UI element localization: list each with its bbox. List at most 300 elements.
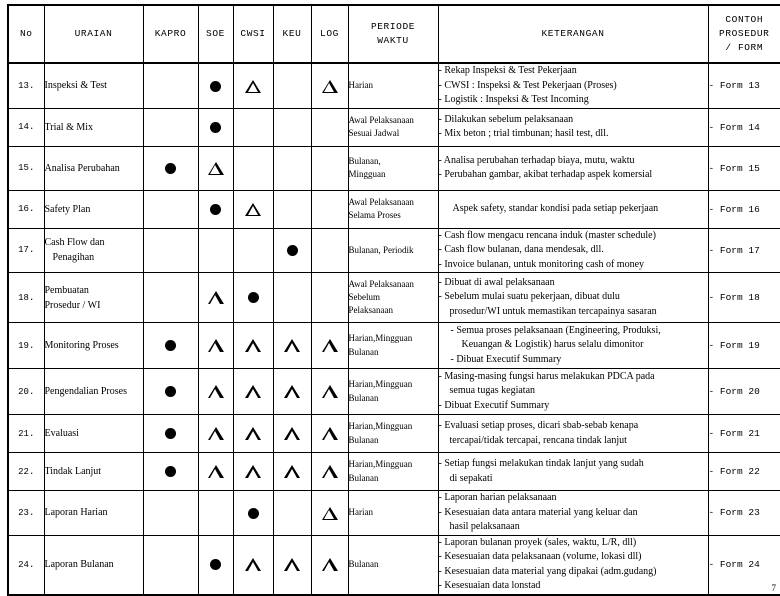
- column-header-cwsi: [233, 5, 273, 63]
- cell-keterangan: [438, 228, 708, 273]
- keterangan-line: - Perubahan gambar, akibat terhadap aspek komersial: [439, 168, 708, 183]
- keterangan-line: - Rekap Inspeksi & Test Pekerjaan: [439, 64, 708, 79]
- uraian-line: Tindak Lanjut: [45, 464, 143, 479]
- cell-log: [311, 491, 348, 536]
- form-reference-label: - Form 24: [709, 559, 760, 570]
- form-reference-label: - Form 23: [709, 507, 760, 518]
- cell-soe: [198, 146, 233, 190]
- keterangan-line: - Kesesuaian data material yang dipakai (adm.gudang): [439, 565, 708, 580]
- open-triangle-shape: [322, 427, 338, 440]
- cell-keu: [273, 491, 311, 536]
- open-triangle-shape: [284, 339, 300, 352]
- column-header-line: PERIODE: [349, 20, 438, 34]
- cell-cwsi: [233, 323, 273, 369]
- periode-line: Bulanan, Periodik: [349, 244, 438, 257]
- table-row: [8, 535, 780, 595]
- cell-keterangan: [438, 146, 708, 190]
- cell-soe: [198, 63, 233, 108]
- cell-kapro: [143, 108, 198, 146]
- column-header-line: / FORM: [709, 41, 780, 55]
- keterangan-line: - Invoice bulanan, untuk monitoring cash of money: [439, 258, 708, 273]
- periode-line: Bulanan: [349, 346, 438, 359]
- keterangan-line: - Sebelum mulai suatu pekerjaan, dibuat dulu: [439, 290, 708, 305]
- table-row: [8, 491, 780, 536]
- cell-periode-waktu: [348, 63, 438, 108]
- table-row: [8, 228, 780, 273]
- open-triangle-icon: [322, 385, 338, 398]
- filled-circle-icon: [210, 559, 221, 570]
- open-triangle-icon: [284, 339, 300, 352]
- cell-keterangan: [438, 108, 708, 146]
- keterangan-line: semua tugas kegiatan: [439, 384, 708, 399]
- open-triangle-shape: [245, 203, 261, 216]
- filled-circle-icon: [210, 81, 221, 92]
- column-header-uraian: [44, 5, 143, 63]
- cell-uraian: [44, 108, 143, 146]
- cell-keterangan: [438, 535, 708, 595]
- periode-line: Harian: [349, 79, 438, 92]
- cell-periode-waktu: [348, 535, 438, 595]
- cell-contoh-prosedur-form: [708, 108, 780, 146]
- uraian-line: Laporan Harian: [45, 505, 143, 520]
- open-triangle-shape: [284, 385, 300, 398]
- column-header-line: WAKTU: [349, 34, 438, 48]
- cell-uraian: [44, 453, 143, 491]
- open-triangle-shape: [245, 80, 261, 93]
- filled-circle-shape: [165, 386, 176, 397]
- filled-circle-icon: [287, 245, 298, 256]
- cell-uraian: [44, 323, 143, 369]
- keterangan-line: - Cash flow bulanan, dana mendesak, dll.: [439, 243, 708, 258]
- keterangan-line: - Kesesuaian data lonstad: [439, 579, 708, 594]
- cell-contoh-prosedur-form: [708, 273, 780, 323]
- cell-no: 16.: [8, 190, 44, 228]
- keterangan-line: prosedur/WI untuk memastikan tercapainya sasaran: [439, 305, 708, 320]
- column-header-line: KEU: [274, 27, 311, 41]
- open-triangle-shape: [208, 385, 224, 398]
- filled-circle-icon: [165, 466, 176, 477]
- uraian-line: Prosedur / WI: [45, 298, 143, 313]
- open-triangle-icon: [208, 465, 224, 478]
- cell-soe: [198, 323, 233, 369]
- column-header-line: CONTOH: [709, 13, 780, 27]
- cell-no: 20.: [8, 369, 44, 415]
- cell-log: [311, 190, 348, 228]
- cell-no: 22.: [8, 453, 44, 491]
- filled-circle-shape: [210, 204, 221, 215]
- cell-periode-waktu: [348, 369, 438, 415]
- cell-uraian: [44, 369, 143, 415]
- uraian-line: Monitoring Proses: [45, 338, 143, 353]
- cell-soe: [198, 453, 233, 491]
- cell-keu: [273, 273, 311, 323]
- keterangan-line: hasil pelaksanaan: [439, 520, 708, 535]
- filled-circle-icon: [165, 340, 176, 351]
- cell-log: [311, 535, 348, 595]
- periode-line: Sebelum: [349, 291, 438, 304]
- cell-cwsi: [233, 108, 273, 146]
- keterangan-line: Keuangan & Logistik) harus selalu dimonitor: [451, 338, 708, 353]
- cell-contoh-prosedur-form: [708, 190, 780, 228]
- periode-line: Bulanan: [349, 434, 438, 447]
- uraian-line: Trial & Mix: [45, 120, 143, 135]
- periode-line: Harian,Mingguan: [349, 420, 438, 433]
- cell-kapro: [143, 491, 198, 536]
- cell-periode-waktu: [348, 273, 438, 323]
- cell-keu: [273, 369, 311, 415]
- open-triangle-icon: [284, 465, 300, 478]
- open-triangle-shape: [284, 427, 300, 440]
- uraian-line: Pengendalian Proses: [45, 384, 143, 399]
- cell-log: [311, 108, 348, 146]
- uraian-line: Safety Plan: [45, 202, 143, 217]
- responsibility-matrix-table: [7, 4, 780, 596]
- open-triangle-icon: [284, 385, 300, 398]
- page-number: 7: [772, 583, 777, 593]
- form-reference-label: - Form 13: [709, 80, 760, 91]
- cell-soe: [198, 491, 233, 536]
- table-row: [8, 323, 780, 369]
- open-triangle-icon: [322, 558, 338, 571]
- periode-line: Awal Pelaksanaan: [349, 114, 438, 127]
- cell-no: 19.: [8, 323, 44, 369]
- uraian-line: Inspeksi & Test: [45, 78, 143, 93]
- periode-line: Bulanan: [349, 558, 438, 571]
- keterangan-line: - Analisa perubahan terhadap biaya, mutu, waktu: [439, 154, 708, 169]
- cell-cwsi: [233, 415, 273, 453]
- filled-circle-shape: [210, 81, 221, 92]
- cell-no: 21.: [8, 415, 44, 453]
- form-reference-label: - Form 19: [709, 340, 760, 351]
- open-triangle-shape: [208, 162, 224, 175]
- column-header-line: URAIAN: [45, 27, 143, 41]
- cell-keterangan: [438, 273, 708, 323]
- open-triangle-shape: [322, 507, 338, 520]
- keterangan-line: - Dilakukan sebelum pelaksanaan: [439, 113, 708, 128]
- cell-keu: [273, 146, 311, 190]
- column-header-line: CWSI: [234, 27, 273, 41]
- cell-log: [311, 453, 348, 491]
- cell-cwsi: [233, 273, 273, 323]
- cell-kapro: [143, 535, 198, 595]
- cell-cwsi: [233, 190, 273, 228]
- cell-contoh-prosedur-form: [708, 323, 780, 369]
- cell-periode-waktu: [348, 453, 438, 491]
- cell-contoh-prosedur-form: [708, 228, 780, 273]
- open-triangle-shape: [245, 558, 261, 571]
- open-triangle-shape: [245, 427, 261, 440]
- open-triangle-icon: [245, 203, 261, 216]
- open-triangle-shape: [245, 385, 261, 398]
- cell-no: 17.: [8, 228, 44, 273]
- open-triangle-icon: [322, 80, 338, 93]
- keterangan-line: - Mix beton ; trial timbunan; hasil test, dll.: [439, 127, 708, 142]
- form-reference-label: - Form 14: [709, 122, 760, 133]
- keterangan-line: - Kesesuaian data antara material yang keluar dan: [439, 506, 708, 521]
- table-row: [8, 63, 780, 108]
- open-triangle-shape: [245, 465, 261, 478]
- open-triangle-icon: [245, 558, 261, 571]
- cell-kapro: [143, 273, 198, 323]
- periode-line: Harian,Mingguan: [349, 332, 438, 345]
- cell-uraian: [44, 535, 143, 595]
- periode-line: Harian,Mingguan: [349, 458, 438, 471]
- cell-keterangan: [438, 453, 708, 491]
- filled-circle-icon: [248, 292, 259, 303]
- cell-contoh-prosedur-form: [708, 415, 780, 453]
- form-reference-label: - Form 22: [709, 466, 760, 477]
- form-reference-label: - Form 15: [709, 163, 760, 174]
- cell-soe: [198, 228, 233, 273]
- keterangan-line: - Dibuat di awal pelaksanaan: [439, 276, 708, 291]
- cell-keu: [273, 323, 311, 369]
- cell-kapro: [143, 323, 198, 369]
- keterangan-line: - Setiap fungsi melakukan tindak lanjut yang sudah: [439, 457, 708, 472]
- cell-no: 23.: [8, 491, 44, 536]
- cell-keu: [273, 415, 311, 453]
- open-triangle-icon: [322, 507, 338, 520]
- column-header-keu: [273, 5, 311, 63]
- form-reference-label: - Form 21: [709, 428, 760, 439]
- cell-contoh-prosedur-form: [708, 535, 780, 595]
- filled-circle-icon: [210, 122, 221, 133]
- table-body: [8, 63, 780, 595]
- keterangan-line: - Laporan harian pelaksanaan: [439, 491, 708, 506]
- cell-log: [311, 228, 348, 273]
- cell-uraian: [44, 190, 143, 228]
- form-reference-label: - Form 20: [709, 386, 760, 397]
- filled-circle-icon: [210, 204, 221, 215]
- periode-line: Mingguan: [349, 168, 438, 181]
- open-triangle-icon: [322, 427, 338, 440]
- open-triangle-icon: [322, 465, 338, 478]
- filled-circle-shape: [287, 245, 298, 256]
- cell-uraian: [44, 228, 143, 273]
- cell-keterangan: [438, 369, 708, 415]
- cell-kapro: [143, 369, 198, 415]
- periode-line: Harian: [349, 506, 438, 519]
- form-reference-label: - Form 18: [709, 292, 760, 303]
- keterangan-line: - Dibuat Executif Summary: [439, 399, 708, 414]
- form-reference-label: - Form 16: [709, 204, 760, 215]
- filled-circle-icon: [248, 508, 259, 519]
- cell-cwsi: [233, 146, 273, 190]
- periode-line: Pelaksanaan: [349, 304, 438, 317]
- column-header-keterangan: [438, 5, 708, 63]
- open-triangle-shape: [208, 427, 224, 440]
- keterangan-line: - Evaluasi setiap proses, dicari sbab-sebab kenapa: [439, 419, 708, 434]
- cell-log: [311, 369, 348, 415]
- periode-line: Sesuai Jadwal: [349, 127, 438, 140]
- cell-kapro: [143, 190, 198, 228]
- keterangan-line: - CWSI : Inspeksi & Test Pekerjaan (Proses): [439, 79, 708, 94]
- open-triangle-icon: [245, 339, 261, 352]
- cell-keterangan: [438, 491, 708, 536]
- filled-circle-shape: [248, 292, 259, 303]
- open-triangle-icon: [208, 339, 224, 352]
- periode-line: Bulanan,: [349, 155, 438, 168]
- open-triangle-icon: [208, 385, 224, 398]
- cell-uraian: [44, 415, 143, 453]
- open-triangle-icon: [245, 427, 261, 440]
- periode-line: Selama Proses: [349, 209, 438, 222]
- column-header-log: [311, 5, 348, 63]
- open-triangle-shape: [208, 291, 224, 304]
- keterangan-line: - Logistik : Inspeksi & Test Incoming: [439, 93, 708, 108]
- filled-circle-shape: [210, 122, 221, 133]
- keterangan-line: - Semua proses pelaksanaan (Engineering, Produksi,: [451, 324, 708, 339]
- keterangan-line: Aspek safety, standar kondisi pada setiap pekerjaan: [453, 202, 708, 217]
- keterangan-line: - Laporan bulanan proyek (sales, waktu, L/R, dll): [439, 536, 708, 551]
- periode-line: Awal Pelaksanaan: [349, 278, 438, 291]
- open-triangle-icon: [245, 385, 261, 398]
- cell-keu: [273, 63, 311, 108]
- column-header-soe: [198, 5, 233, 63]
- filled-circle-shape: [165, 163, 176, 174]
- periode-line: Bulanan: [349, 472, 438, 485]
- open-triangle-shape: [245, 339, 261, 352]
- uraian-line: Pembuatan: [45, 283, 143, 298]
- cell-contoh-prosedur-form: [708, 146, 780, 190]
- column-header-no: [8, 5, 44, 63]
- uraian-line: Analisa Perubahan: [45, 161, 143, 176]
- cell-cwsi: [233, 535, 273, 595]
- table-row: [8, 369, 780, 415]
- cell-kapro: [143, 63, 198, 108]
- form-reference-label: - Form 17: [709, 245, 760, 256]
- cell-no: 24.: [8, 535, 44, 595]
- cell-cwsi: [233, 491, 273, 536]
- cell-log: [311, 146, 348, 190]
- table-row: [8, 415, 780, 453]
- open-triangle-icon: [208, 427, 224, 440]
- cell-uraian: [44, 273, 143, 323]
- filled-circle-shape: [210, 559, 221, 570]
- cell-contoh-prosedur-form: [708, 453, 780, 491]
- cell-log: [311, 63, 348, 108]
- cell-no: 18.: [8, 273, 44, 323]
- filled-circle-icon: [165, 386, 176, 397]
- cell-soe: [198, 273, 233, 323]
- column-header-line: PROSEDUR: [709, 27, 780, 41]
- table-row: [8, 108, 780, 146]
- periode-line: Bulanan: [349, 392, 438, 405]
- cell-keterangan: [438, 415, 708, 453]
- open-triangle-icon: [284, 558, 300, 571]
- open-triangle-shape: [322, 339, 338, 352]
- open-triangle-shape: [284, 465, 300, 478]
- open-triangle-shape: [208, 465, 224, 478]
- keterangan-line: tercapai/tidak tercapai, rencana tindak lanjut: [439, 434, 708, 449]
- cell-periode-waktu: [348, 108, 438, 146]
- open-triangle-icon: [208, 291, 224, 304]
- cell-log: [311, 415, 348, 453]
- cell-soe: [198, 190, 233, 228]
- keterangan-line: - Kesesuaian data pelaksanaan (volume, lokasi dll): [439, 550, 708, 565]
- uraian-line: Cash Flow dan: [45, 235, 143, 250]
- keterangan-line: - Cash flow mengacu rencana induk (master schedule): [439, 229, 708, 244]
- column-header-line: SOE: [199, 27, 233, 41]
- open-triangle-icon: [245, 80, 261, 93]
- cell-keu: [273, 190, 311, 228]
- column-header-line: KETERANGAN: [439, 27, 708, 41]
- column-header-kapro: [143, 5, 198, 63]
- cell-no: 14.: [8, 108, 44, 146]
- filled-circle-shape: [248, 508, 259, 519]
- keterangan-line: - Dibuat Executif Summary: [451, 353, 708, 368]
- open-triangle-shape: [322, 80, 338, 93]
- filled-circle-icon: [165, 428, 176, 439]
- cell-periode-waktu: [348, 146, 438, 190]
- table-header: [8, 5, 780, 63]
- keterangan-line: - Masing-masing fungsi harus melakukan PDCA pada: [439, 370, 708, 385]
- table-row: [8, 146, 780, 190]
- uraian-line: Penagihan: [45, 250, 143, 265]
- cell-cwsi: [233, 63, 273, 108]
- cell-keu: [273, 228, 311, 273]
- cell-contoh-prosedur-form: [708, 491, 780, 536]
- cell-periode-waktu: [348, 228, 438, 273]
- column-header-contoh: [708, 5, 780, 63]
- filled-circle-icon: [165, 163, 176, 174]
- cell-soe: [198, 415, 233, 453]
- table-row: [8, 190, 780, 228]
- filled-circle-shape: [165, 428, 176, 439]
- cell-contoh-prosedur-form: [708, 63, 780, 108]
- cell-contoh-prosedur-form: [708, 369, 780, 415]
- cell-soe: [198, 369, 233, 415]
- cell-uraian: [44, 491, 143, 536]
- column-header-line: KAPRO: [144, 27, 198, 41]
- periode-line: Awal Pelaksanaan: [349, 196, 438, 209]
- open-triangle-icon: [208, 162, 224, 175]
- cell-no: 15.: [8, 146, 44, 190]
- cell-kapro: [143, 146, 198, 190]
- open-triangle-icon: [284, 427, 300, 440]
- table-row: [8, 453, 780, 491]
- open-triangle-icon: [245, 465, 261, 478]
- filled-circle-shape: [165, 466, 176, 477]
- cell-soe: [198, 535, 233, 595]
- cell-kapro: [143, 228, 198, 273]
- cell-keu: [273, 108, 311, 146]
- cell-periode-waktu: [348, 190, 438, 228]
- cell-no: 13.: [8, 63, 44, 108]
- cell-periode-waktu: [348, 323, 438, 369]
- cell-keterangan: [438, 323, 708, 369]
- table-row: [8, 273, 780, 323]
- cell-keu: [273, 453, 311, 491]
- open-triangle-shape: [284, 558, 300, 571]
- cell-kapro: [143, 453, 198, 491]
- column-header-periode: [348, 5, 438, 63]
- uraian-line: Laporan Bulanan: [45, 557, 143, 572]
- filled-circle-shape: [165, 340, 176, 351]
- cell-cwsi: [233, 228, 273, 273]
- cell-cwsi: [233, 369, 273, 415]
- cell-periode-waktu: [348, 415, 438, 453]
- keterangan-line: di sepakati: [439, 472, 708, 487]
- cell-cwsi: [233, 453, 273, 491]
- periode-line: Harian,Mingguan: [349, 378, 438, 391]
- cell-uraian: [44, 63, 143, 108]
- cell-log: [311, 323, 348, 369]
- open-triangle-shape: [322, 385, 338, 398]
- cell-kapro: [143, 415, 198, 453]
- column-header-line: No: [9, 27, 44, 41]
- cell-log: [311, 273, 348, 323]
- open-triangle-shape: [322, 465, 338, 478]
